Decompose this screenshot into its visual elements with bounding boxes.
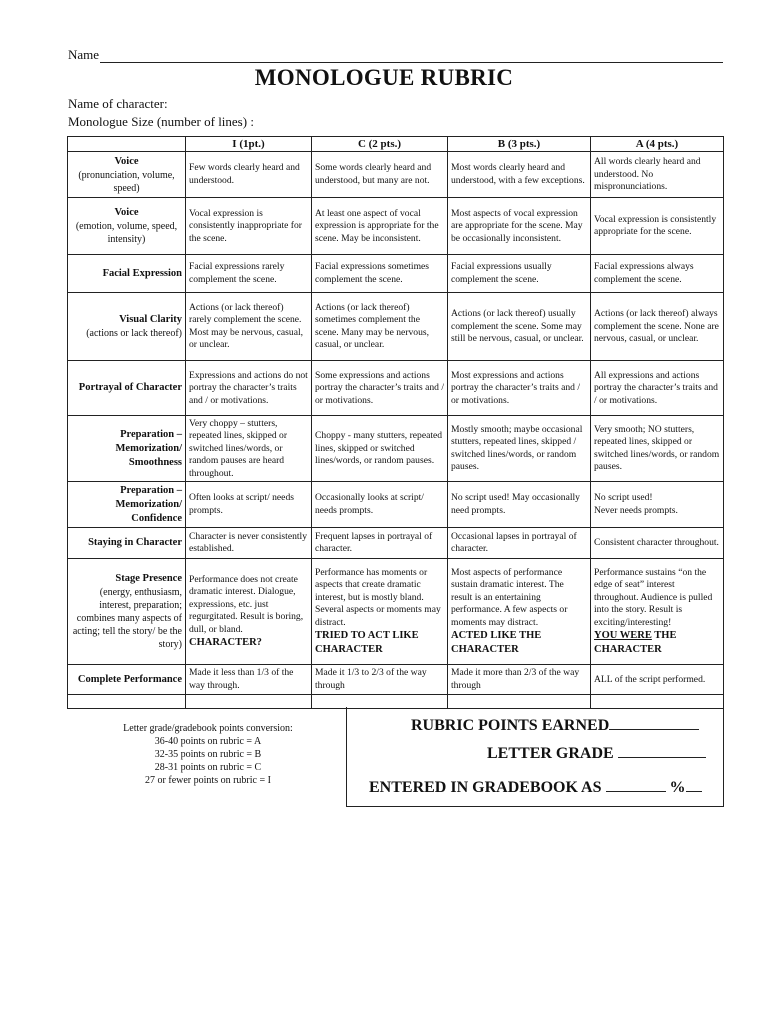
name-label: Name — [68, 47, 100, 62]
criterion-subtitle: (energy, enthusiasm, interest, preparation; combines many aspects of acting; tell the story/ be the story) — [72, 587, 182, 651]
rubric-cell: Very smooth; NO stutters, repeated lines, skipped or switched lines/words, or random pauses. — [591, 416, 724, 482]
rubric-cell: Actions (or lack thereof) rarely complement the scene. Most may be nervous, casual, or unclear. — [186, 293, 312, 361]
conversion-line: 36-40 points on rubric = A — [154, 736, 262, 747]
rubric-cell: Facial expressions usually complement the scene. — [448, 255, 591, 293]
rubric-cell: Actions (or lack thereof) always complement the scene. None are nervous, casual, or unclear. — [591, 293, 724, 361]
table-row — [68, 559, 724, 665]
criterion-title: Portrayal of Character — [78, 382, 182, 394]
rubric-cell: Facial expressions always complement the scene. — [591, 255, 724, 293]
rubric-cell: Occasionally looks at script/ needs prompts. — [312, 482, 448, 528]
rubric-cell: Character is never consistently established. — [186, 528, 312, 559]
rubric-cell: Some expressions and actions portray the character’s traits and / or motivations. — [312, 361, 448, 416]
header-grade-b: B (3 pts.) — [448, 137, 591, 152]
table-row — [68, 198, 724, 255]
grade-conversion — [68, 722, 348, 787]
rubric-cell: Made it more than 2/3 of the way through — [448, 665, 591, 695]
rubric-cell: Most aspects of vocal expression are appropriate for the scene. May be occasionally inconsistent. — [448, 198, 591, 255]
rubric-cell — [448, 559, 591, 665]
table-row — [68, 152, 724, 198]
conversion-line: 28-31 points on rubric = C — [154, 762, 262, 773]
rubric-cell: No script used! May occasionally need prompts. — [448, 482, 591, 528]
table-row — [68, 528, 724, 559]
criterion-cell — [68, 482, 186, 528]
cell-tag — [594, 629, 720, 656]
rubric-cell: ALL of the script performed. — [591, 665, 724, 695]
rubric-cell: Most words clearly heard and understood, with a few exceptions. — [448, 152, 591, 198]
rubric-cell: All words clearly heard and understood. No mispronunciations. — [591, 152, 724, 198]
header-grade-c: C (2 pts.) — [312, 137, 448, 152]
cell-text: Performance sustains “on the edge of seat” interest throughout. Audience is pulled into the story. Result is exciting/interesting! — [594, 566, 713, 628]
rubric-cell: At least one aspect of vocal expression is appropriate for the scene. May be inconsistent. — [312, 198, 448, 255]
criterion-cell — [68, 198, 186, 255]
criterion-cell — [68, 152, 186, 198]
gradebook-line — [369, 777, 702, 797]
header-grade-a: A (4 pts.) — [591, 137, 724, 152]
cell-tag-rest: THE CHARACTER — [594, 630, 677, 655]
criterion-cell — [68, 293, 186, 361]
rubric-cell: Vocal expression is consistently appropriate for the scene. — [591, 198, 724, 255]
rubric-cell: Mostly smooth; maybe occasional stutters, repeated lines, skipped / switched lines/words, or random pauses. — [448, 416, 591, 482]
gradebook-label: ENTERED IN GRADEBOOK AS — [369, 779, 602, 796]
criterion-title: Preparation – Memorization/ Confidence — [115, 485, 182, 524]
criterion-title: Complete Performance — [77, 673, 182, 685]
letter-grade-blank[interactable] — [618, 747, 706, 758]
rubric-table — [67, 136, 724, 709]
criterion-cell — [68, 528, 186, 559]
cell-tag: CHARACTER? — [189, 637, 262, 649]
header-row — [68, 137, 724, 152]
rubric-cell: Frequent lapses in portrayal of character. — [312, 528, 448, 559]
monologue-size-label: Monologue Size (number of lines) : — [68, 114, 254, 129]
rubric-cell: Facial expressions sometimes complement the scene. — [312, 255, 448, 293]
scoring-box — [346, 707, 724, 807]
rubric-cell: Actions (or lack thereof) sometimes complement the scene. Many may be nervous, casual, or unclear. — [312, 293, 448, 361]
page-title: MONOLOGUE RUBRIC — [254, 65, 514, 90]
cell-tag-underlined: YOU WERE — [594, 630, 652, 642]
rubric-cell — [591, 559, 724, 665]
rubric-cell: Made it less than 1/3 of the way through. — [186, 665, 312, 695]
rubric-cell — [312, 559, 448, 665]
rubric-cell: Occasional lapses in portrayal of character. — [448, 528, 591, 559]
score-cell[interactable] — [186, 695, 312, 709]
letter-grade-label: LETTER GRADE — [487, 745, 614, 762]
rubric-points-blank[interactable] — [609, 715, 699, 730]
rubric-cell — [186, 559, 312, 665]
criterion-title: Visual Clarity — [119, 314, 182, 326]
criterion-cell — [68, 665, 186, 695]
rubric-cell: Actions (or lack thereof) usually complement the scene. Some may still be nervous, casual, or unclear. — [448, 293, 591, 361]
percent-sign: % — [669, 779, 686, 796]
criterion-subtitle: (emotion, volume, speed, intensity) — [75, 221, 178, 246]
character-name-label: Name of character: — [68, 96, 168, 111]
rubric-cell: Vocal expression is consistently inappropriate for the scene. — [186, 198, 312, 255]
criterion-subtitle: (pronunciation, volume, speed) — [78, 169, 175, 194]
conversion-heading: Letter grade/gradebook points conversion: — [123, 723, 293, 734]
criterion-title: Voice — [114, 155, 139, 167]
criterion-title: Preparation – Memorization/ Smoothness — [115, 429, 182, 468]
cell-text: Most aspects of performance sustain dramatic interest. The result is an entertaining performance. A few aspects or moments may distract. — [451, 566, 568, 628]
rubric-cell: Very choppy – stutters, repeated lines, skipped or switched lines/words, or random pauses are heard throughout. — [186, 416, 312, 482]
rubric-cell: All expressions and actions portray the character’s traits and / or motivations. — [591, 361, 724, 416]
rubric-cell: Few words clearly heard and understood. — [186, 152, 312, 198]
rubric-cell: Some words clearly heard and understood, but many are not. — [312, 152, 448, 198]
criterion-cell — [68, 416, 186, 482]
name-line — [68, 47, 723, 63]
conversion-line: 27 or fewer points on rubric = I — [145, 775, 271, 786]
table-row — [68, 361, 724, 416]
rubric-cell: Often looks at script/ needs prompts. — [186, 482, 312, 528]
rubric-cell: No script used! Never needs prompts. — [591, 482, 724, 528]
rubric-cell: Choppy - many stutters, repeated lines, skipped or switched lines/words, or random pauses. — [312, 416, 448, 482]
rubric-cell: Most expressions and actions portray the character’s traits and / or motivations. — [448, 361, 591, 416]
rubric-cell: Expressions and actions do not portray the character’s traits and / or motivations. — [186, 361, 312, 416]
criterion-subtitle: (actions or lack thereof) — [86, 328, 182, 340]
criterion-title: Voice — [114, 207, 139, 219]
percent-trail-line — [686, 777, 702, 792]
cell-tag: ACTED LIKE THE CHARACTER — [451, 630, 542, 655]
criterion-title: Facial Expression — [102, 267, 182, 279]
criterion-cell — [68, 361, 186, 416]
criterion-title: Stage Presence — [115, 573, 182, 585]
criterion-cell — [68, 559, 186, 665]
header-grade-i: I (1pt.) — [186, 137, 312, 152]
table-row — [68, 416, 724, 482]
letter-grade-line — [487, 745, 706, 763]
rubric-cell: Consistent character throughout. — [591, 528, 724, 559]
table-row — [68, 482, 724, 528]
rubric-points-line — [411, 715, 699, 735]
rubric-points-label: RUBRIC POINTS EARNED — [411, 717, 610, 734]
gradebook-blank[interactable] — [606, 777, 666, 792]
score-cell[interactable] — [68, 695, 186, 709]
table-row — [68, 665, 724, 695]
table-row — [68, 293, 724, 361]
rubric-cell: Made it 1/3 to 2/3 of the way through — [312, 665, 448, 695]
rubric-cell: Facial expressions rarely complement the scene. — [186, 255, 312, 293]
criterion-cell — [68, 255, 186, 293]
conversion-line: 32-35 points on rubric = B — [154, 749, 262, 760]
cell-text: Performance does not create dramatic interest. Dialogue, expressions, etc. just regurgitated. Result is boring, dull, or bland. — [189, 573, 304, 635]
table-row — [68, 255, 724, 293]
name-blank[interactable] — [100, 50, 723, 63]
criterion-title: Staying in Character — [88, 537, 182, 549]
cell-tag: TRIED TO ACT LIKE CHARACTER — [315, 630, 419, 655]
header-blank — [68, 137, 186, 152]
cell-text: Performance has moments or aspects that create dramatic interest, but is mostly bland. Several aspects or moments may distract. — [315, 566, 441, 628]
